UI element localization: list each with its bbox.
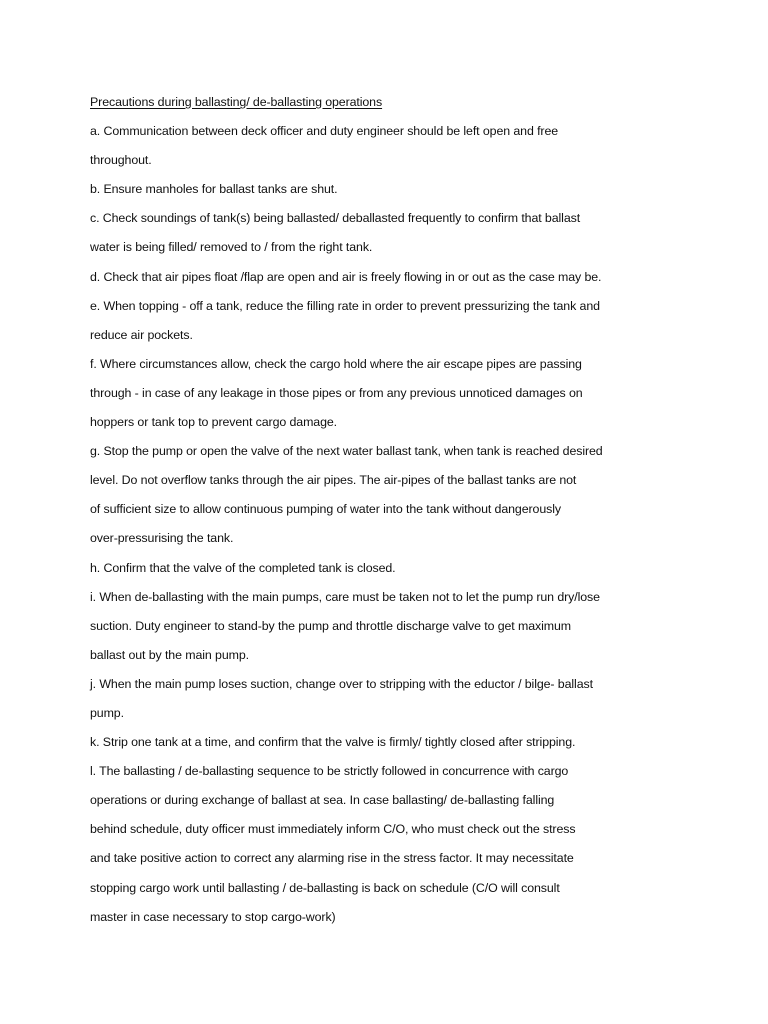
document-page: [90, 88, 650, 932]
text-line: h. Confirm that the valve of the completed tank is closed.: [90, 560, 396, 575]
text-line: stopping cargo work until ballasting / de-ballasting is back on schedule (C/O will consult: [90, 880, 560, 895]
text-line: i. When de-ballasting with the main pumps, care must be taken not to let the pump run dry/lose: [90, 589, 600, 604]
text-line: behind schedule, duty officer must immediately inform C/O, who must check out the stress: [90, 822, 576, 837]
text-line: throughout.: [90, 153, 152, 168]
text-line: g. Stop the pump or open the valve of the next water ballast tank, when tank is reached desired: [90, 444, 603, 459]
text-line: reduce air pockets.: [90, 327, 193, 342]
text-line: master in case necessary to stop cargo-work): [90, 909, 336, 924]
text-line: operations or during exchange of ballast at sea. In case ballasting/ de-ballasting falling: [90, 793, 555, 808]
text-line: hoppers or tank top to prevent cargo damage.: [90, 415, 338, 430]
text-line: d. Check that air pipes float /flap are open and air is freely flowing in or out as the case may be.: [90, 269, 602, 284]
text-line: over-pressurising the tank.: [90, 531, 234, 546]
text-line: j. When the main pump loses suction, change over to stripping with the eductor / bilge- ballast: [90, 676, 593, 691]
text-line: of sufficient size to allow continuous pumping of water into the tank without dangerously: [90, 502, 561, 517]
text-line: k. Strip one tank at a time, and confirm that the valve is firmly/ tightly closed after stripping.: [90, 735, 576, 750]
text-line: a. Communication between deck officer and duty engineer should be left open and free: [90, 124, 559, 139]
text-line: suction. Duty engineer to stand-by the pump and throttle discharge valve to get maximum: [90, 618, 571, 633]
text-line: through - in case of any leakage in those pipes or from any previous unnoticed damages on: [90, 385, 583, 400]
text-line: e. When topping - off a tank, reduce the filling rate in order to prevent pressurizing the tank and: [90, 298, 600, 313]
text-line: f. Where circumstances allow, check the cargo hold where the air escape pipes are passing: [90, 356, 582, 371]
document-title: Precautions during ballasting/ de-ballasting operations: [90, 95, 383, 109]
text-line: b. Ensure manholes for ballast tanks are shut.: [90, 182, 338, 197]
text-line: l. The ballasting / de-ballasting sequence to be strictly followed in concurrence with cargo: [90, 764, 569, 779]
text-line: c. Check soundings of tank(s) being ballasted/ deballasted frequently to confirm that ballast: [90, 211, 581, 226]
text-line: pump.: [90, 705, 124, 720]
text-line: water is being filled/ removed to / from the right tank.: [90, 240, 373, 255]
text-line: ballast out by the main pump.: [90, 647, 249, 662]
text-line: level. Do not overflow tanks through the air pipes. The air-pipes of the ballast tanks are not: [90, 473, 577, 488]
text-line: and take positive action to correct any alarming rise in the stress factor. It may necessitate: [90, 851, 574, 866]
